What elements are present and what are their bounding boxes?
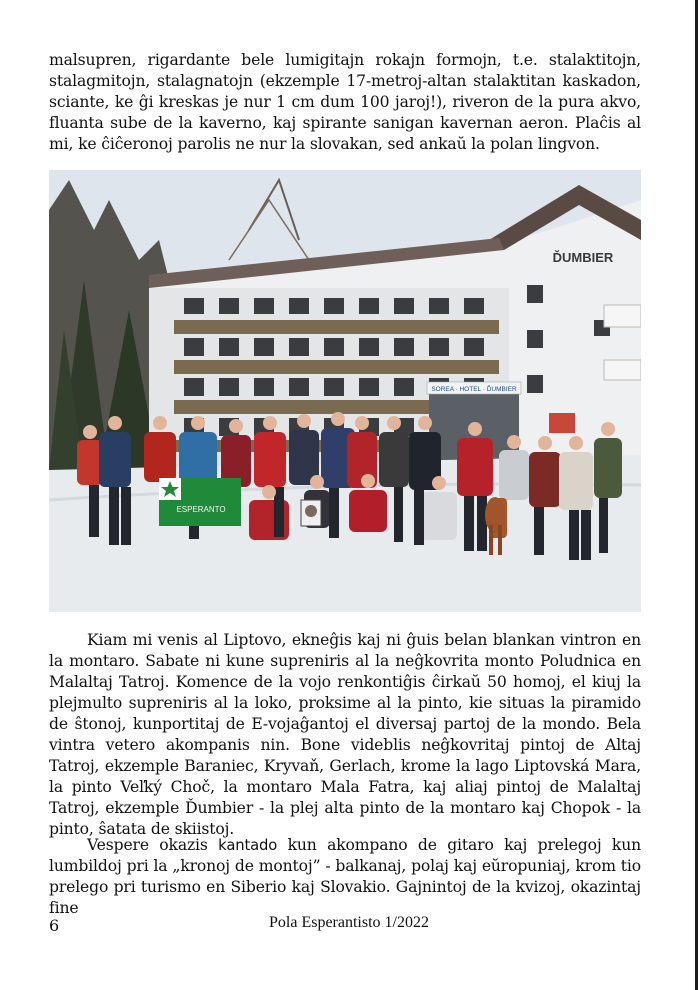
publication-title: Pola Esperantisto 1/2022 xyxy=(269,914,429,931)
paragraph-3 xyxy=(49,835,641,919)
flag-text: ESPERANTO xyxy=(176,505,226,514)
group-photo xyxy=(49,170,641,612)
hotel-sign: ĎUMBIER xyxy=(552,250,614,265)
paragraph-3-rest: kun akompano de gitaro kaj prelegoj kun lumbildoj pri la „kronoj de montoj” - balkanaj, polaj kaj eŭropuniaj, krom tio prelego pri turismo en Siberio kaj Slovakio. Gajnintoj de la kvizoj, okazintaj fine xyxy=(49,836,641,917)
esperanto-flag xyxy=(159,478,241,526)
page-number: 6 xyxy=(49,916,60,935)
paragraph-3-keyword: kantado xyxy=(218,837,278,854)
paragraph-3-lead: Vespere okazis xyxy=(87,836,219,854)
entrance-sign: SOREA · HOTEL · ĎUMBIER xyxy=(431,386,517,393)
paragraph-1: malsupren, rigardante bele lumigitajn rokajn formojn, t.e. stalaktitojn, stalagmitojn, stalagnatojn (ekzemple 17-metroj-altan stalaktitan kaskadon, sciante, ke ĝi kreskas je nur 1 cm dum 100 jaroj!), riveron de la pura akvo, fluanta sube de la kaverno, kaj spirante sanigan kavernan aeron. Plaĉis al mi, ke ĉiĉeronoj parolis ne nur la slovakan, sed ankaŭ la polan lingvon. xyxy=(49,51,641,153)
paragraph-2: Kiam mi venis al Liptovo, ekneĝis kaj ni ĝuis belan blankan vintron en la montaro. Sabate ni kune supreniris al la neĝkovrita monto Poludnica en Malaltaj Tatroj. Komence de la vojo renkontiĝis ĉirkaŭ 50 homoj, el kiuj la plejmulto supreniris al la loko, proksime al la pinto, kie situas la piramido de ŝtonoj, kunportitaj de E-vojaĝantoj el diversaj partoj de la mondo. Bela vintra vetero akompanis nin. Bone videblis neĝkovritaj pintoj de Altaj Tatroj, ekzemple Baraniec, Kryvaň, Gerlach, krome la lago Liptovská Mara, la pinto Veľký Choč, la montaro Mala Fatra, kaj aliaj pintoj de Malaltaj Tatroj, ekzemple Ďumbier - la plej alta pinto de la montaro kaj Chopok - la pinto, ŝatata de skiistoj. xyxy=(49,631,641,838)
